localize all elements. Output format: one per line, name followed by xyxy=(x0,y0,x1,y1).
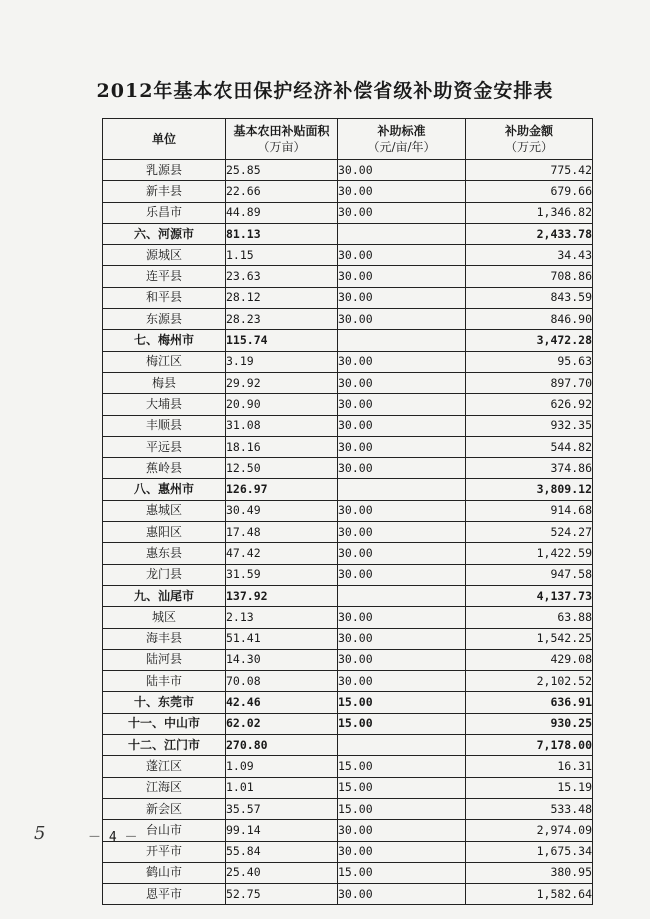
cell-amount: 2,102.52 xyxy=(466,671,593,692)
cell-standard: 30.00 xyxy=(338,372,466,393)
cell-area: 31.59 xyxy=(226,564,338,585)
cell-standard: 15.00 xyxy=(338,713,466,734)
cell-area: 270.80 xyxy=(226,735,338,756)
cell-area: 137.92 xyxy=(226,585,338,606)
cell-unit: 东源县 xyxy=(103,309,226,330)
cell-area: 1.15 xyxy=(226,245,338,266)
cell-standard: 15.00 xyxy=(338,756,466,777)
cell-standard xyxy=(338,223,466,244)
subsidy-table xyxy=(102,118,593,905)
header-standard-unit: （元/亩/年） xyxy=(367,140,436,154)
cell-area: 28.23 xyxy=(226,309,338,330)
table-row xyxy=(103,415,593,436)
table-row xyxy=(103,160,593,181)
table-row-city xyxy=(103,735,593,756)
cell-standard: 30.00 xyxy=(338,649,466,670)
cell-standard xyxy=(338,479,466,500)
cell-standard xyxy=(338,735,466,756)
cell-unit: 江海区 xyxy=(103,777,226,798)
header-amount-unit: （万元） xyxy=(504,140,553,154)
table-row xyxy=(103,777,593,798)
page-number: － 4 － xyxy=(88,830,138,845)
cell-amount: 1,422.59 xyxy=(466,543,593,564)
cell-area: 1.09 xyxy=(226,756,338,777)
cell-area: 14.30 xyxy=(226,649,338,670)
cell-unit: 陆河县 xyxy=(103,649,226,670)
cell-standard: 30.00 xyxy=(338,287,466,308)
table-row xyxy=(103,607,593,628)
cell-unit: 乐昌市 xyxy=(103,202,226,223)
cell-area: 22.66 xyxy=(226,181,338,202)
cell-unit: 蕉岭县 xyxy=(103,458,226,479)
page-title: 2012年基本农田保护经济补偿省级补助资金安排表 xyxy=(96,80,554,102)
cell-area: 31.08 xyxy=(226,415,338,436)
cell-unit: 城区 xyxy=(103,607,226,628)
cell-amount: 947.58 xyxy=(466,564,593,585)
cell-area: 35.57 xyxy=(226,798,338,819)
table-row xyxy=(103,841,593,862)
cell-unit: 十二、江门市 xyxy=(103,735,226,756)
cell-amount: 4,137.73 xyxy=(466,585,593,606)
cell-amount: 914.68 xyxy=(466,500,593,521)
cell-unit: 十一、中山市 xyxy=(103,713,226,734)
cell-standard: 30.00 xyxy=(338,564,466,585)
table-row xyxy=(103,798,593,819)
cell-area: 126.97 xyxy=(226,479,338,500)
cell-area: 23.63 xyxy=(226,266,338,287)
cell-area: 18.16 xyxy=(226,436,338,457)
cell-standard: 30.00 xyxy=(338,884,466,905)
cell-unit: 台山市 xyxy=(103,820,226,841)
table-row xyxy=(103,458,593,479)
cell-amount: 708.86 xyxy=(466,266,593,287)
table-row xyxy=(103,862,593,883)
table-row-city xyxy=(103,479,593,500)
cell-unit: 梅县 xyxy=(103,372,226,393)
cell-amount: 775.42 xyxy=(466,160,593,181)
cell-area: 55.84 xyxy=(226,841,338,862)
cell-area: 28.12 xyxy=(226,287,338,308)
cell-standard: 30.00 xyxy=(338,543,466,564)
table-row xyxy=(103,756,593,777)
cell-standard: 30.00 xyxy=(338,181,466,202)
header-unit: 单位 xyxy=(103,119,226,160)
cell-unit: 惠城区 xyxy=(103,500,226,521)
header-area-unit: （万亩） xyxy=(257,140,306,154)
cell-area: 1.01 xyxy=(226,777,338,798)
table-row xyxy=(103,372,593,393)
cell-unit: 和平县 xyxy=(103,287,226,308)
cell-amount: 15.19 xyxy=(466,777,593,798)
table-row xyxy=(103,202,593,223)
table-row xyxy=(103,287,593,308)
cell-standard: 30.00 xyxy=(338,266,466,287)
cell-area: 2.13 xyxy=(226,607,338,628)
cell-amount: 34.43 xyxy=(466,245,593,266)
table-body xyxy=(103,160,593,905)
table-row-city xyxy=(103,713,593,734)
header-amount: 补助金额 （万元） xyxy=(466,119,593,160)
cell-unit: 惠阳区 xyxy=(103,522,226,543)
cell-amount: 679.66 xyxy=(466,181,593,202)
cell-area: 3.19 xyxy=(226,351,338,372)
cell-unit: 开平市 xyxy=(103,841,226,862)
cell-area: 42.46 xyxy=(226,692,338,713)
cell-amount: 533.48 xyxy=(466,798,593,819)
cell-amount: 63.88 xyxy=(466,607,593,628)
cell-standard xyxy=(338,585,466,606)
cell-amount: 897.70 xyxy=(466,372,593,393)
cell-unit: 七、梅州市 xyxy=(103,330,226,351)
table-row-city xyxy=(103,223,593,244)
cell-area: 44.89 xyxy=(226,202,338,223)
cell-unit: 十、东莞市 xyxy=(103,692,226,713)
cell-unit: 新会区 xyxy=(103,798,226,819)
cell-unit: 源城区 xyxy=(103,245,226,266)
cell-unit: 惠东县 xyxy=(103,543,226,564)
cell-area: 99.14 xyxy=(226,820,338,841)
cell-standard: 30.00 xyxy=(338,160,466,181)
cell-standard: 15.00 xyxy=(338,692,466,713)
cell-area: 17.48 xyxy=(226,522,338,543)
cell-unit: 陆丰市 xyxy=(103,671,226,692)
cell-amount: 7,178.00 xyxy=(466,735,593,756)
cell-unit: 九、汕尾市 xyxy=(103,585,226,606)
header-standard: 补助标准 （元/亩/年） xyxy=(338,119,466,160)
cell-area: 30.49 xyxy=(226,500,338,521)
cell-amount: 2,433.78 xyxy=(466,223,593,244)
cell-amount: 3,472.28 xyxy=(466,330,593,351)
cell-amount: 626.92 xyxy=(466,394,593,415)
cell-amount: 1,582.64 xyxy=(466,884,593,905)
cell-area: 20.90 xyxy=(226,394,338,415)
cell-amount: 1,346.82 xyxy=(466,202,593,223)
cell-standard: 30.00 xyxy=(338,245,466,266)
cell-standard: 30.00 xyxy=(338,607,466,628)
cell-unit: 恩平市 xyxy=(103,884,226,905)
cell-standard: 30.00 xyxy=(338,841,466,862)
cell-area: 81.13 xyxy=(226,223,338,244)
cell-amount: 843.59 xyxy=(466,287,593,308)
table-row xyxy=(103,266,593,287)
cell-unit: 鹤山市 xyxy=(103,862,226,883)
table-row-city xyxy=(103,330,593,351)
cell-area: 29.92 xyxy=(226,372,338,393)
table-row-city xyxy=(103,585,593,606)
cell-unit: 八、惠州市 xyxy=(103,479,226,500)
cell-amount: 374.86 xyxy=(466,458,593,479)
table-row xyxy=(103,436,593,457)
table-row xyxy=(103,181,593,202)
cell-unit: 新丰县 xyxy=(103,181,226,202)
cell-standard xyxy=(338,330,466,351)
cell-standard: 30.00 xyxy=(338,436,466,457)
cell-amount: 95.63 xyxy=(466,351,593,372)
cell-standard: 30.00 xyxy=(338,671,466,692)
cell-unit: 乳源县 xyxy=(103,160,226,181)
cell-standard: 30.00 xyxy=(338,415,466,436)
cell-standard: 30.00 xyxy=(338,500,466,521)
cell-standard: 30.00 xyxy=(338,309,466,330)
cell-unit: 六、河源市 xyxy=(103,223,226,244)
cell-amount: 544.82 xyxy=(466,436,593,457)
cell-area: 70.08 xyxy=(226,671,338,692)
cell-standard: 30.00 xyxy=(338,394,466,415)
header-area: 基本农田补贴面积 （万亩） xyxy=(226,119,338,160)
table-row xyxy=(103,309,593,330)
cell-unit: 蓬江区 xyxy=(103,756,226,777)
table-row xyxy=(103,628,593,649)
cell-amount: 524.27 xyxy=(466,522,593,543)
cell-unit: 梅江区 xyxy=(103,351,226,372)
table-row xyxy=(103,671,593,692)
cell-area: 25.85 xyxy=(226,160,338,181)
table-row xyxy=(103,245,593,266)
table-row xyxy=(103,394,593,415)
cell-standard: 30.00 xyxy=(338,628,466,649)
cell-amount: 932.35 xyxy=(466,415,593,436)
cell-unit: 龙门县 xyxy=(103,564,226,585)
cell-area: 115.74 xyxy=(226,330,338,351)
cell-amount: 1,542.25 xyxy=(466,628,593,649)
table-row xyxy=(103,564,593,585)
cell-unit: 丰顺县 xyxy=(103,415,226,436)
table-row xyxy=(103,884,593,905)
cell-area: 12.50 xyxy=(226,458,338,479)
cell-area: 25.40 xyxy=(226,862,338,883)
cell-standard: 30.00 xyxy=(338,202,466,223)
cell-amount: 846.90 xyxy=(466,309,593,330)
cell-amount: 16.31 xyxy=(466,756,593,777)
cell-standard: 30.00 xyxy=(338,820,466,841)
cell-area: 51.41 xyxy=(226,628,338,649)
cell-amount: 636.91 xyxy=(466,692,593,713)
cell-area: 47.42 xyxy=(226,543,338,564)
cell-area: 52.75 xyxy=(226,884,338,905)
cell-amount: 930.25 xyxy=(466,713,593,734)
cell-standard: 30.00 xyxy=(338,351,466,372)
table-row xyxy=(103,500,593,521)
table-header-row xyxy=(103,119,593,160)
cell-unit: 海丰县 xyxy=(103,628,226,649)
cell-standard: 15.00 xyxy=(338,862,466,883)
cell-unit: 大埔县 xyxy=(103,394,226,415)
cell-amount: 3,809.12 xyxy=(466,479,593,500)
cell-standard: 15.00 xyxy=(338,777,466,798)
table-row xyxy=(103,351,593,372)
cell-standard: 15.00 xyxy=(338,798,466,819)
cell-unit: 平远县 xyxy=(103,436,226,457)
cell-standard: 30.00 xyxy=(338,522,466,543)
cell-amount: 1,675.34 xyxy=(466,841,593,862)
table-row xyxy=(103,543,593,564)
cell-amount: 429.08 xyxy=(466,649,593,670)
cell-unit: 连平县 xyxy=(103,266,226,287)
table-row xyxy=(103,820,593,841)
cell-area: 62.02 xyxy=(226,713,338,734)
cell-amount: 380.95 xyxy=(466,862,593,883)
table-row-city xyxy=(103,692,593,713)
table-row xyxy=(103,649,593,670)
cell-standard: 30.00 xyxy=(338,458,466,479)
handwritten-mark: 5 xyxy=(34,823,46,844)
cell-amount: 2,974.09 xyxy=(466,820,593,841)
table-row xyxy=(103,522,593,543)
